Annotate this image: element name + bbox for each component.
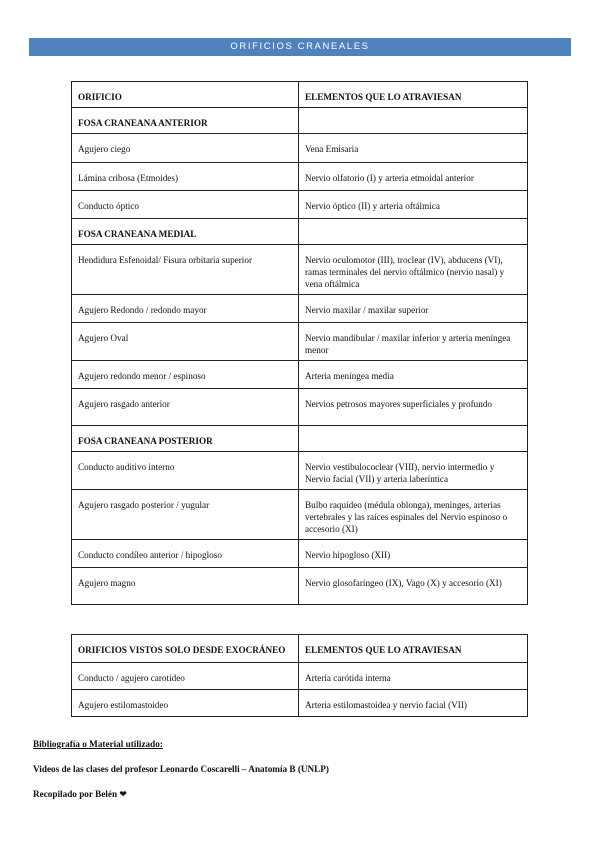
elements-cell: Nervio oculomotor (III), troclear (IV), abducens (VI), ramas terminales del nervio oftálmico (nervio nasal) y vena oftálmica bbox=[299, 245, 528, 295]
elements-cell: Bulbo raquídeo (médula oblonga), meninges, arterias vertebrales y las raíces espinales del Nervio espinoso o accesorio (XI) bbox=[299, 490, 528, 540]
table-row bbox=[72, 323, 528, 361]
orifice-cell: Lámina cribosa (Etmoides) bbox=[72, 163, 299, 191]
bibliography-label: Bibliografía o Material utilizado: bbox=[33, 739, 163, 749]
header-orifice: ORIFICIO bbox=[72, 82, 299, 108]
table-row bbox=[72, 245, 528, 295]
section-title: FOSA CRANEANA ANTERIOR bbox=[72, 108, 299, 134]
elements-cell: Nervio maxilar / maxilar superior bbox=[299, 295, 528, 323]
orifice-cell: Conducto auditivo interno bbox=[72, 452, 299, 490]
elements-cell: Nervio mandibular / maxilar inferior y arteria meníngea menor bbox=[299, 323, 528, 361]
orifice-cell: Conducto / agujero carotídeo bbox=[72, 663, 299, 690]
section-row bbox=[72, 426, 528, 452]
table-header-row bbox=[72, 635, 528, 663]
elements-cell: Arteria estilomastoidea y nervio facial (VII) bbox=[299, 690, 528, 717]
orifice-cell: Agujero rasgado anterior bbox=[72, 389, 299, 426]
section-title: FOSA CRANEANA MEDIAL bbox=[72, 219, 299, 245]
table-header-row bbox=[72, 82, 528, 108]
heart-icon: ❤ bbox=[119, 790, 127, 800]
section-row bbox=[72, 108, 528, 134]
source-text: Videos de las clases del profesor Leonardo Coscarelli – Anatomía B (UNLP) bbox=[33, 764, 329, 774]
elements-cell bbox=[299, 108, 528, 134]
elements-cell: Nervio glosofaríngeo (IX), Vago (X) y accesorio (XI) bbox=[299, 568, 528, 605]
table-row bbox=[72, 452, 528, 490]
table-row bbox=[72, 690, 528, 717]
orifice-cell: Conducto condíleo anterior / hipogloso bbox=[72, 540, 299, 568]
table-row bbox=[72, 163, 528, 191]
elements-cell: Vena Emisaria bbox=[299, 134, 528, 163]
orifices-table bbox=[71, 81, 528, 605]
header-elements: ELEMENTOS QUE LO ATRAVIESAN bbox=[299, 635, 528, 663]
table-row bbox=[72, 663, 528, 690]
credit-label: Recopilado por Belén bbox=[33, 789, 118, 799]
elements-cell: Arteria carótida interna bbox=[299, 663, 528, 690]
elements-cell bbox=[299, 219, 528, 245]
credit-text bbox=[33, 789, 127, 800]
elements-cell: Nervios petrosos mayores superficiales y profundo bbox=[299, 389, 528, 426]
elements-cell bbox=[299, 426, 528, 452]
table-row bbox=[72, 191, 528, 219]
section-row bbox=[72, 219, 528, 245]
exocranial-table bbox=[71, 634, 528, 717]
table-row bbox=[72, 361, 528, 389]
orifice-cell: Conducto óptico bbox=[72, 191, 299, 219]
elements-cell: Nervio hipogloso (XII) bbox=[299, 540, 528, 568]
elements-cell: Nervio óptico (II) y arteria oftálmica bbox=[299, 191, 528, 219]
orifice-cell: Agujero ciego bbox=[72, 134, 299, 163]
elements-cell: Nervio olfatorio (I) y arteria etmoidal anterior bbox=[299, 163, 528, 191]
page-title: ORIFICIOS CRANEALES bbox=[29, 38, 571, 56]
orifice-cell: Agujero redondo menor / espinoso bbox=[72, 361, 299, 389]
table-row bbox=[72, 490, 528, 540]
table-row bbox=[72, 389, 528, 426]
table-row bbox=[72, 295, 528, 323]
orifice-cell: Hendidura Esfenoidal/ Fisura orbitaria superior bbox=[72, 245, 299, 295]
orifice-cell: Agujero Oval bbox=[72, 323, 299, 361]
orifice-cell: Agujero magno bbox=[72, 568, 299, 605]
orifice-cell: Agujero Redondo / redondo mayor bbox=[72, 295, 299, 323]
orifice-cell: Agujero rasgado posterior / yugular bbox=[72, 490, 299, 540]
table-row bbox=[72, 568, 528, 605]
table-row bbox=[72, 540, 528, 568]
orifice-cell: Agujero estilomastoideo bbox=[72, 690, 299, 717]
header-elements: ELEMENTOS QUE LO ATRAVIESAN bbox=[299, 82, 528, 108]
header-exocranial: ORIFICIOS VISTOS SOLO DESDE EXOCRÁNEO bbox=[72, 635, 299, 663]
table-row bbox=[72, 134, 528, 163]
elements-cell: Nervio vestibulococlear (VIII), nervio intermedio y Nervio facial (VII) y arteria laberíntica bbox=[299, 452, 528, 490]
section-title: FOSA CRANEANA POSTERIOR bbox=[72, 426, 299, 452]
elements-cell: Arteria meníngea media bbox=[299, 361, 528, 389]
